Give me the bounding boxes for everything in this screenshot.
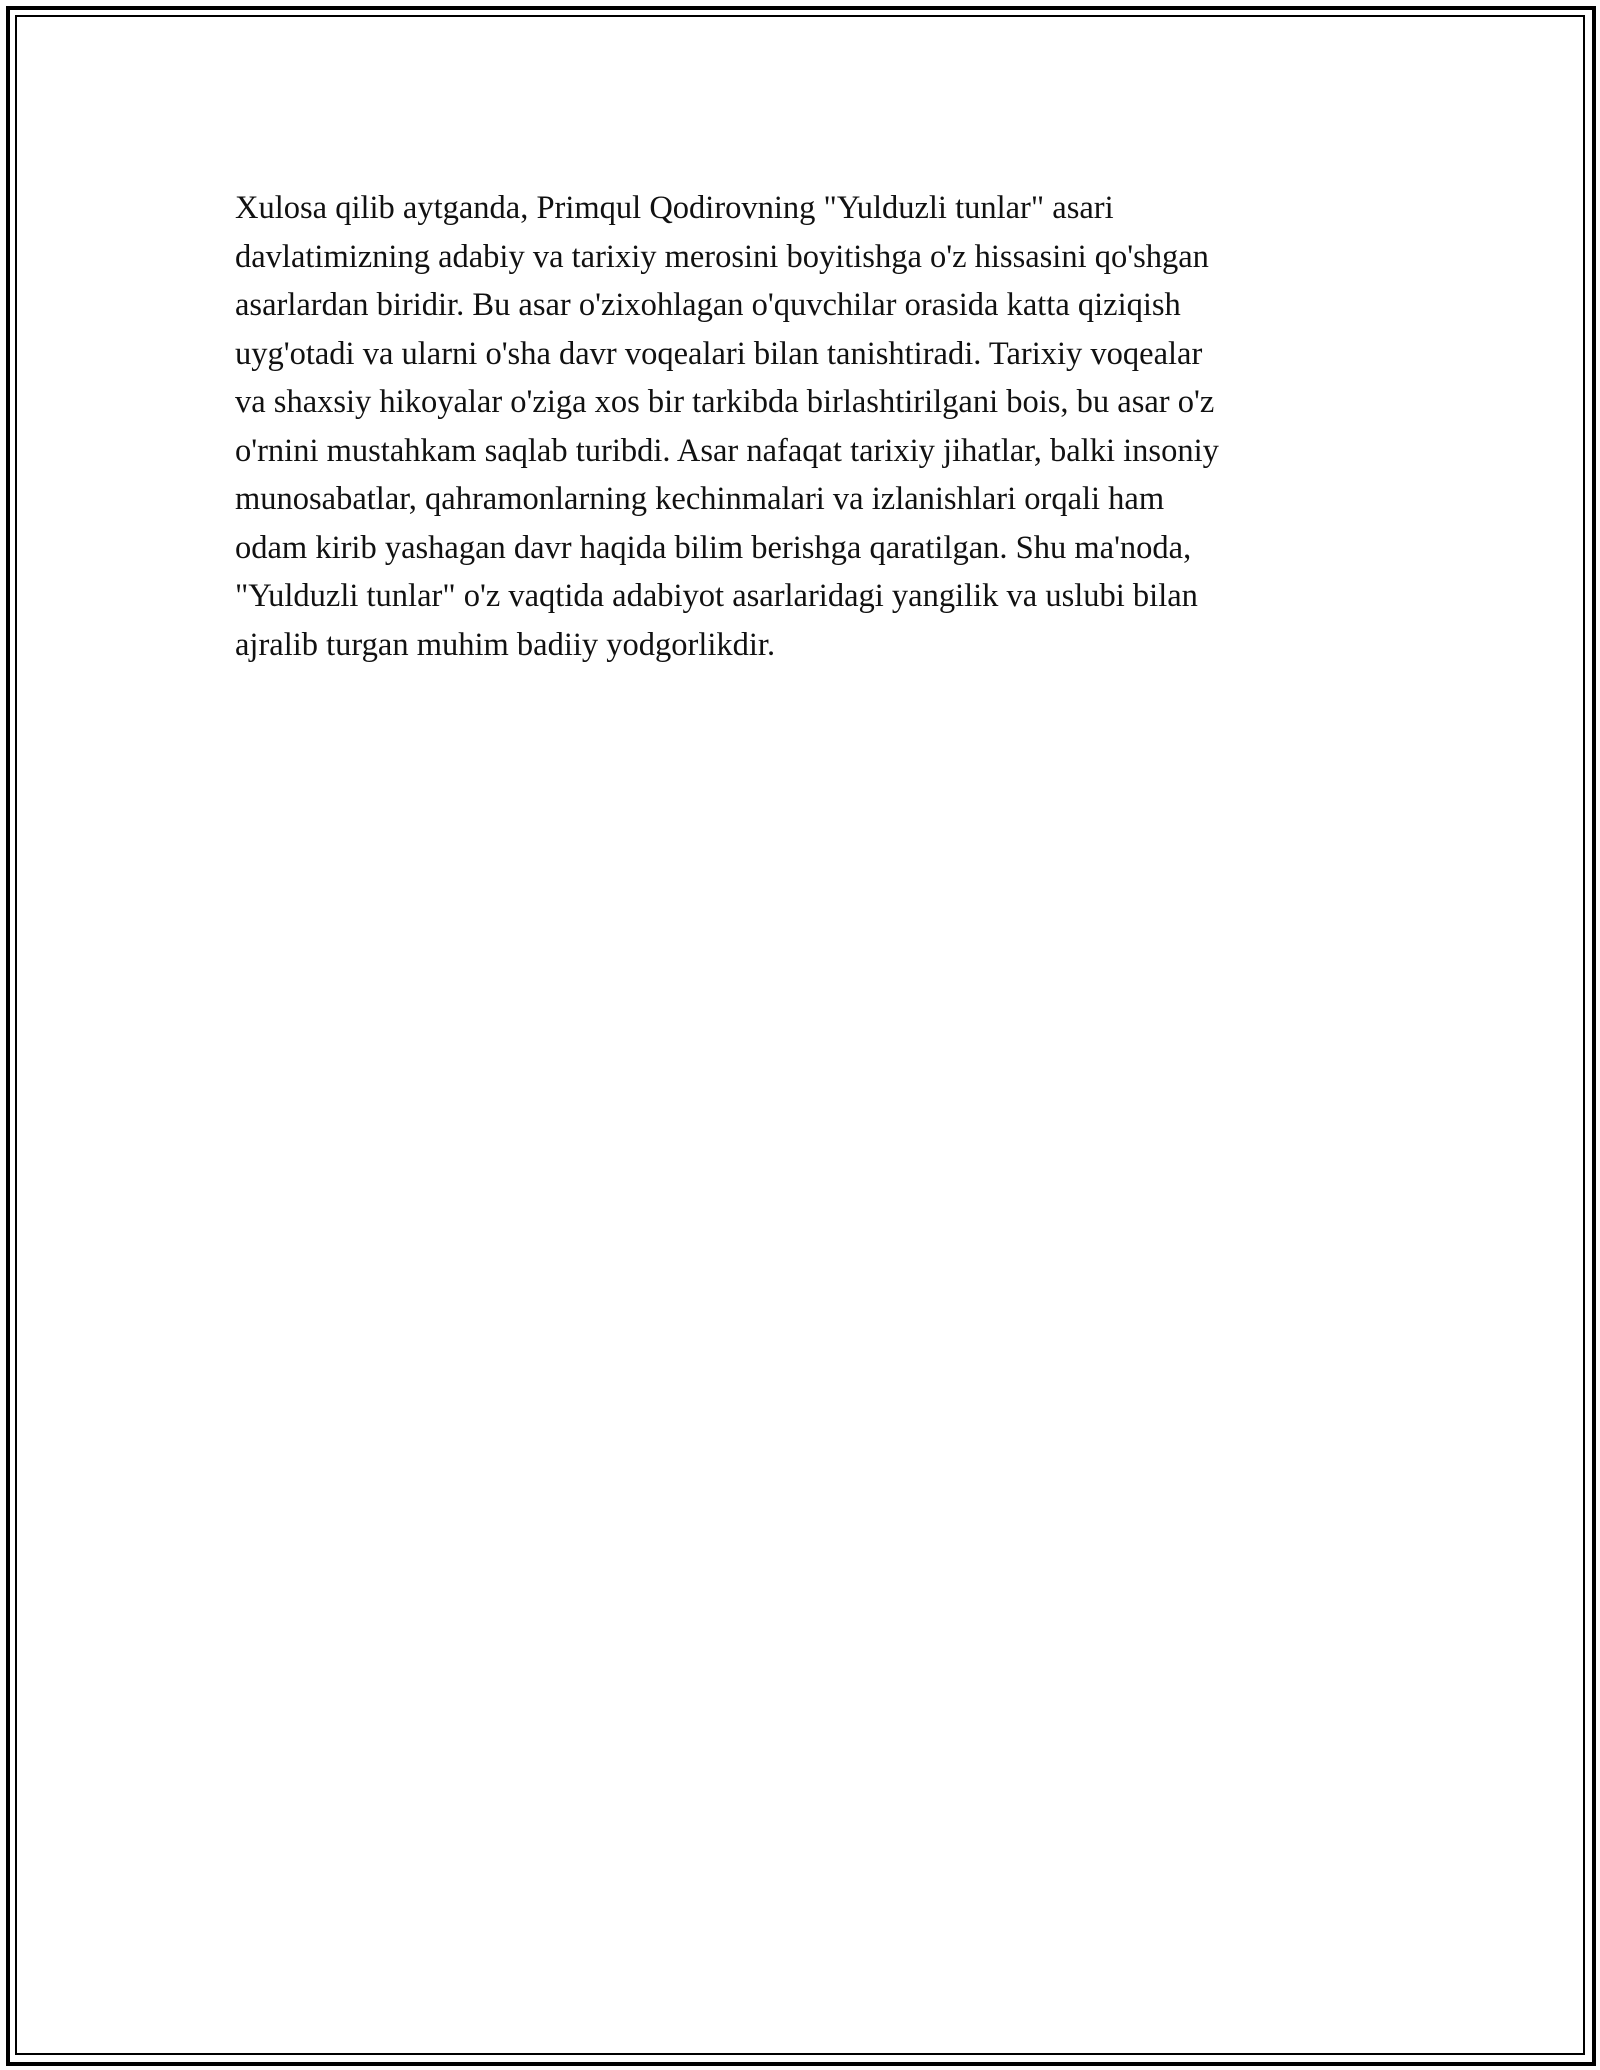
document-body (235, 184, 1365, 669)
conclusion-paragraph: Xulosa qilib aytganda, Primqul Qodirovning "Yulduzli tunlar" asari davlatimizning adabiy va tarixiy merosini boyitishga o'z hissasini qo'shgan asarlardan biridir. Bu asar o'zixohlagan o'quvchilar orasida katta qiziqish uyg'otadi va ularni o'sha davr voqealari bilan tanishtiradi. Tarixiy voqealar va shaxsiy hikoyalar o'ziga xos bir tarkibda birlashtirilgani bois, bu asar o'z o'rnini mustahkam saqlab turibdi. Asar nafaqat tarixiy jihatlar, balki insoniy munosabatlar, qahramonlarning kechinmalari va izlanishlari orqali ham odam kirib yashagan davr haqida bilim berishga qaratilgan. Shu ma'noda, "Yulduzli tunlar" o'z vaqtida adabiyot asarlaridagi yangilik va uslubi bilan ajralib turgan muhim badiiy yodgorlikdir. (235, 190, 1219, 663)
